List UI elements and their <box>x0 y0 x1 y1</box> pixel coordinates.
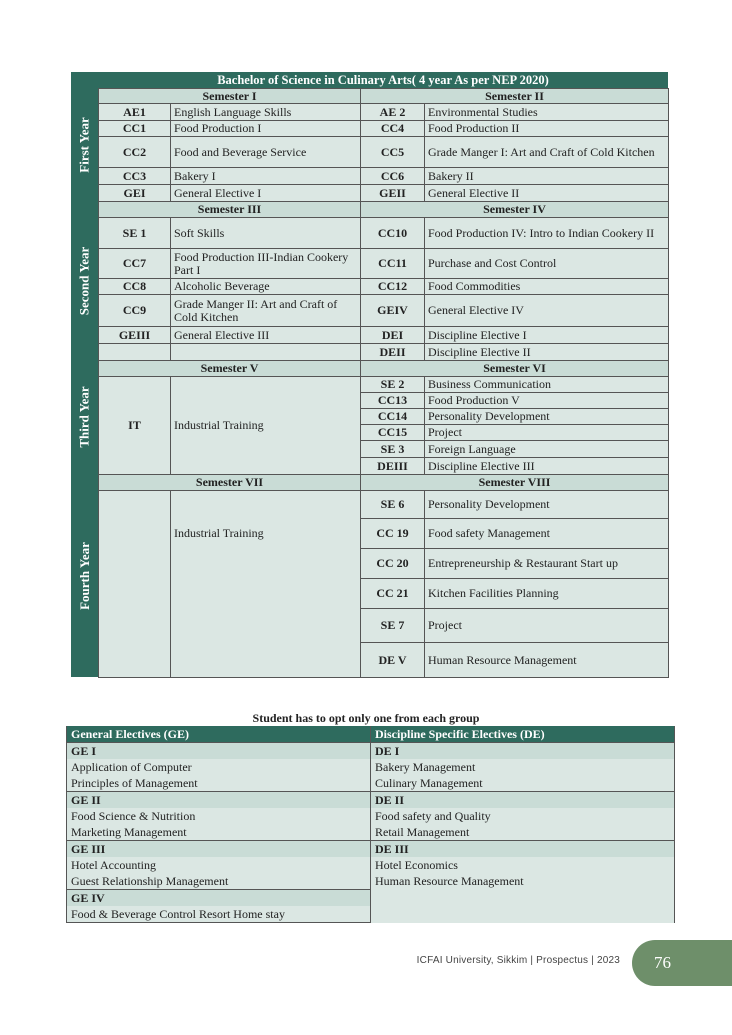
elective-item: Marketing Management <box>67 824 371 841</box>
elective-item: Human Resource Management <box>375 874 524 888</box>
course-code: CC3 <box>99 168 171 185</box>
group-label: DE II <box>371 792 675 809</box>
de-header: Discipline Specific Electives (DE) <box>371 726 675 743</box>
year-label: First Year <box>76 116 92 173</box>
course-title: Project <box>425 609 669 643</box>
group-label: DE III <box>371 841 675 858</box>
blank-cell <box>99 491 171 678</box>
course-title: Food Production III-Indian Cookery Part I <box>171 249 361 279</box>
course-code: CC2 <box>99 137 171 168</box>
year-label: Second Year <box>76 246 92 315</box>
year-label: Third Year <box>76 386 92 448</box>
course-title: General Elective III <box>171 327 361 344</box>
elective-item: Bakery Management <box>371 759 675 775</box>
course-code: CC7 <box>99 249 171 279</box>
course-code: IT <box>99 377 171 475</box>
semester-header: Semester III <box>99 202 361 218</box>
semester-header: Semester VII <box>99 475 361 491</box>
course-code: CC 21 <box>361 579 425 609</box>
course-code: DE V <box>361 643 425 678</box>
course-code: CC10 <box>361 218 425 249</box>
semester-header: Semester VI <box>361 361 669 377</box>
ge-header: General Electives (GE) <box>67 726 371 743</box>
course-title: Food and Beverage Service <box>171 137 361 168</box>
footer-text: ICFAI University, Sikkim | Prospectus | 2023 <box>416 955 620 966</box>
course-title: Food Production IV: Intro to Indian Cookery II <box>425 218 669 249</box>
course-title: Alcoholic Beverage <box>171 279 361 295</box>
course-title: Discipline Elective I <box>425 327 669 344</box>
course-title: Industrial Training <box>171 377 361 475</box>
course-title: Project <box>425 425 669 441</box>
course-code: SE 1 <box>99 218 171 249</box>
course-code: CC13 <box>361 393 425 409</box>
course-code: CC15 <box>361 425 425 441</box>
course-code: SE 2 <box>361 377 425 393</box>
group-label: GE II <box>67 792 371 809</box>
course-title: Bakery II <box>425 168 669 185</box>
group-label: GE I <box>67 743 371 760</box>
semester-header: Semester V <box>99 361 361 377</box>
course-code: SE 7 <box>361 609 425 643</box>
elective-item: Retail Management <box>371 824 675 841</box>
elective-item: Guest Relationship Management <box>67 873 371 890</box>
semester-header: Semester II <box>361 89 669 104</box>
course-code: DEII <box>361 344 425 361</box>
elective-item: Hotel Economics <box>375 858 458 872</box>
fourth-year-table <box>98 474 669 678</box>
course-title: General Elective I <box>171 185 361 202</box>
course-title: Foreign Language <box>425 441 669 458</box>
course-code: CC9 <box>99 295 171 327</box>
course-title: Entrepreneurship & Restaurant Start up <box>425 549 669 579</box>
course-code: CC12 <box>361 279 425 295</box>
course-title: Food Commodities <box>425 279 669 295</box>
course-title <box>171 344 361 361</box>
elective-item: Food Science & Nutrition <box>67 808 371 824</box>
course-code: CC 20 <box>361 549 425 579</box>
course-title: Personality Development <box>425 491 669 519</box>
course-title: Discipline Elective III <box>425 458 669 475</box>
course-code: DEI <box>361 327 425 344</box>
electives-note: Student has to opt only one from each group <box>252 711 480 725</box>
elective-item: Culinary Management <box>371 775 675 792</box>
course-code: GEI <box>99 185 171 202</box>
course-title: Food Production I <box>171 121 361 137</box>
elective-item <box>371 857 675 923</box>
course-code <box>99 344 171 361</box>
year-band-fourth <box>71 474 99 677</box>
course-title: English Language Skills <box>171 104 361 121</box>
course-code: CC 19 <box>361 519 425 549</box>
third-year-table <box>98 360 669 475</box>
course-code: CC4 <box>361 121 425 137</box>
curriculum-title: Bachelor of Science in Culinary Arts( 4 year As per NEP 2020) <box>98 72 668 88</box>
course-code: AE1 <box>99 104 171 121</box>
semester-header: Semester VIII <box>361 475 669 491</box>
semester-header: Semester IV <box>361 202 669 218</box>
course-code: CC5 <box>361 137 425 168</box>
first-year-table <box>98 88 669 202</box>
course-title: Kitchen Facilities Planning <box>425 579 669 609</box>
course-code: DEIII <box>361 458 425 475</box>
course-title: General Elective IV <box>425 295 669 327</box>
course-title: Food safety Management <box>425 519 669 549</box>
course-code: SE 6 <box>361 491 425 519</box>
course-title: Bakery I <box>171 168 361 185</box>
course-title: Environmental Studies <box>425 104 669 121</box>
semester-header: Semester I <box>99 89 361 104</box>
course-code: CC8 <box>99 279 171 295</box>
course-code: GEII <box>361 185 425 202</box>
year-band-third <box>71 360 99 474</box>
electives-table <box>66 726 675 923</box>
group-label: GE IV <box>67 890 371 907</box>
course-title: Business Communication <box>425 377 669 393</box>
year-band-second <box>71 201 99 360</box>
course-code: CC6 <box>361 168 425 185</box>
elective-item: Food safety and Quality <box>371 808 675 824</box>
course-title: Purchase and Cost Control <box>425 249 669 279</box>
course-code: CC1 <box>99 121 171 137</box>
course-title: Industrial Training <box>171 491 361 678</box>
course-code: SE 3 <box>361 441 425 458</box>
course-code: GEIII <box>99 327 171 344</box>
course-title: Personality Development <box>425 409 669 425</box>
course-title: Soft Skills <box>171 218 361 249</box>
year-label: Fourth Year <box>76 541 92 610</box>
course-code: CC11 <box>361 249 425 279</box>
course-title: Discipline Elective II <box>425 344 669 361</box>
course-code: GEIV <box>361 295 425 327</box>
page-number: 76 <box>654 953 671 972</box>
course-code: CC14 <box>361 409 425 425</box>
elective-item: Principles of Management <box>67 775 371 792</box>
elective-item: Application of Computer <box>67 759 371 775</box>
course-title: Grade Manger II: Art and Craft of Cold Kitchen <box>171 295 361 327</box>
elective-item: Food & Beverage Control Resort Home stay <box>67 906 371 923</box>
course-title: Food Production II <box>425 121 669 137</box>
year-band-first <box>71 88 99 201</box>
course-title: Human Resource Management <box>425 643 669 678</box>
course-code: AE 2 <box>361 104 425 121</box>
page-number-tab <box>632 940 732 986</box>
elective-item: Hotel Accounting <box>67 857 371 873</box>
course-title: Grade Manger I: Art and Craft of Cold Kitchen <box>425 137 669 168</box>
course-title: General Elective II <box>425 185 669 202</box>
course-title: Food Production V <box>425 393 669 409</box>
group-label: GE III <box>67 841 371 858</box>
title-corner <box>71 72 98 88</box>
group-label: DE I <box>371 743 675 760</box>
second-year-table <box>98 201 669 361</box>
